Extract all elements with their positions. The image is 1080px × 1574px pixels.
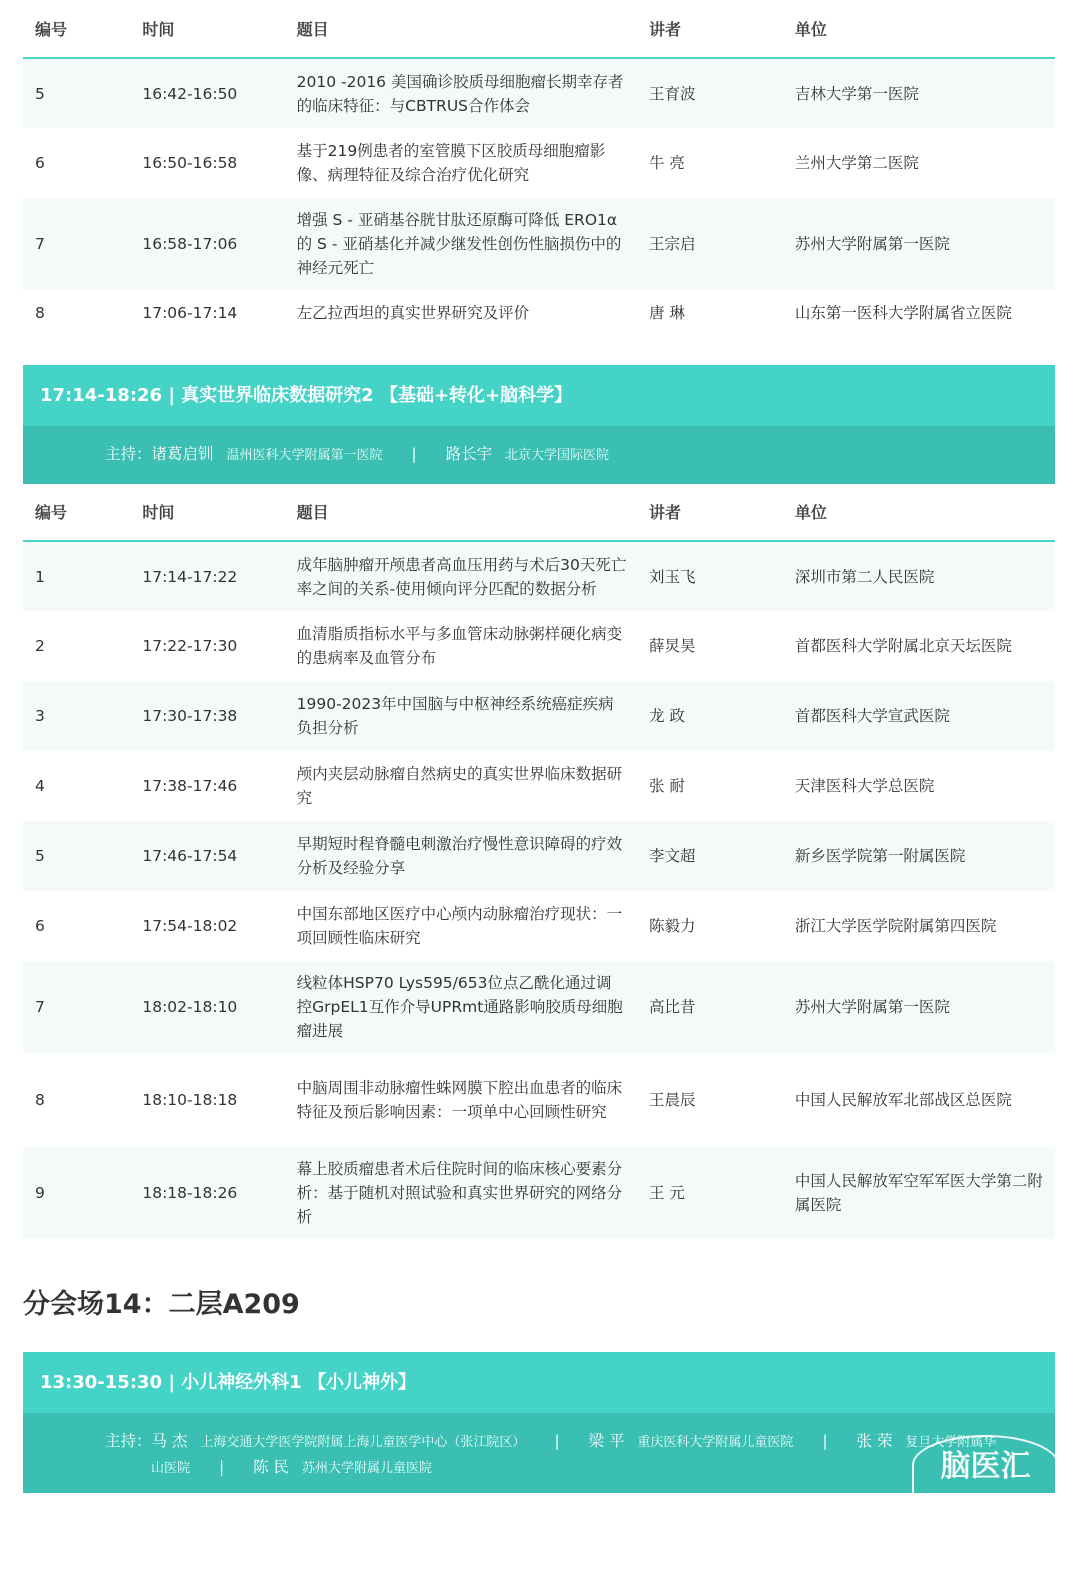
session-heading: 分会场14：二层A209: [23, 1289, 300, 1320]
row-topic: 幕上胶质瘤患者术后住院时间的临床核心要素分析：基于随机对照试验和真实世界研究的网络分析: [285, 1147, 637, 1239]
session-block-14: [23, 1352, 1055, 1493]
host-name: 马 杰: [151, 1432, 188, 1450]
row-speaker: 王 元: [637, 1147, 783, 1239]
row-number: 5: [23, 58, 130, 128]
header-unit: 单位: [783, 483, 1055, 541]
row-topic: 左乙拉西坦的真实世界研究及评价: [296, 304, 530, 322]
session-block-2: [23, 365, 1055, 484]
row-unit: 浙江大学医学院附属第四医院: [794, 917, 997, 935]
row-topic: 1990-2023年中国脑与中枢神经系统癌症疾病负担分析: [285, 681, 637, 751]
row-time: 17:22-17:30: [142, 637, 238, 655]
header-number: 编号: [23, 0, 130, 58]
table-row: [23, 541, 1055, 611]
row-topic: 早期短时程脊髓电刺激治疗慢性意识障碍的疗效分析及经验分享: [285, 821, 637, 891]
row-speaker: 李文超: [637, 821, 783, 891]
host-name: 梁 平: [588, 1432, 625, 1450]
row-number: 7: [23, 198, 130, 290]
row-number: 8: [35, 304, 45, 322]
row-time: 18:18-18:26: [130, 1147, 284, 1239]
table-row: [23, 128, 1055, 198]
host-org: 山医院: [151, 1461, 191, 1476]
table-header-row: [23, 483, 1055, 541]
row-time: 16:58-17:06: [130, 198, 284, 290]
row-unit: 中国人民解放军空军军医大学第二附属医院: [783, 1147, 1055, 1239]
session-band-title: 13:30-15:30 | 小儿神经外科1 【小儿神外】: [23, 1352, 1055, 1413]
host-name: 诸葛启钏: [151, 445, 214, 463]
table-row: [23, 751, 1055, 821]
row-unit: 苏州大学附属第一医院: [783, 961, 1055, 1053]
row-unit: 首都医科大学附属北京天坛医院: [794, 637, 1012, 655]
row-time: 17:46-17:54: [130, 821, 284, 891]
host-org: 上海交通大学医学院附属上海儿童医学中心（张江院区）: [200, 1435, 526, 1450]
row-time: 17:14-17:22: [130, 541, 284, 611]
row-speaker: 刘玉飞: [637, 541, 783, 611]
row-topic: 血清脂质指标水平与多血管床动脉粥样硬化病变的患病率及血管分布: [296, 625, 623, 667]
host-name: 张 荣: [856, 1432, 893, 1450]
table-row: [23, 1053, 1055, 1147]
row-topic: 2010 -2016 美国确诊胶质母细胞瘤长期幸存者的临床特征：与CBTRUS合作体会: [285, 58, 637, 128]
table-row: [23, 961, 1055, 1053]
host-name: 路长宇: [445, 445, 493, 463]
row-topic: 增强 S - 亚硝基谷胱甘肽还原酶可降低 ERO1α 的 S - 亚硝基化并减少继发性创伤性脑损伤中的神经元死亡: [285, 198, 637, 290]
row-speaker: 王晨辰: [648, 1091, 696, 1109]
row-time: 17:54-18:02: [142, 917, 238, 935]
row-number: 5: [23, 821, 130, 891]
row-time: 18:02-18:10: [130, 961, 284, 1053]
row-speaker: 牛 亮: [648, 154, 685, 172]
host-separator: |: [822, 1432, 828, 1450]
row-unit: 兰州大学第二医院: [794, 154, 919, 172]
row-time: 17:30-17:38: [130, 681, 284, 751]
table-header-row: [23, 0, 1055, 58]
row-number: 3: [23, 681, 130, 751]
header-topic: 题目: [285, 0, 637, 58]
host-org: 重庆医科大学附属儿童医院: [637, 1435, 794, 1450]
row-unit: 深圳市第二人民医院: [783, 541, 1055, 611]
header-time: 时间: [130, 0, 284, 58]
row-number: 6: [35, 917, 45, 935]
header-speaker: 讲者: [637, 483, 783, 541]
row-speaker: 薛炅昊: [648, 637, 696, 655]
row-unit: 首都医科大学宣武医院: [783, 681, 1055, 751]
row-number: 8: [35, 1091, 45, 1109]
session-hosts: [23, 1413, 1055, 1493]
schedule-table-2: [23, 483, 1055, 1239]
host-org: 北京大学国际医院: [505, 448, 610, 463]
row-number: 1: [23, 541, 130, 611]
row-speaker: 龙 政: [637, 681, 783, 751]
row-number: 7: [23, 961, 130, 1053]
row-time: 17:06-17:14: [142, 304, 238, 322]
row-topic: 线粒体HSP70 Lys595/653位点乙酰化通过调控GrpEL1互作介导UPRmt通路影响胶质母细胞瘤进展: [285, 961, 637, 1053]
row-time: 16:42-16:50: [130, 58, 284, 128]
host-name: 陈 民: [253, 1458, 290, 1476]
table-row: [23, 821, 1055, 891]
table-row: [23, 611, 1055, 681]
row-unit: 吉林大学第一医院: [783, 58, 1055, 128]
session-hosts: [23, 426, 1055, 484]
host-org: 复旦大学附属华: [905, 1435, 997, 1450]
row-number: 6: [35, 154, 45, 172]
table-row: [23, 290, 1055, 336]
row-number: 9: [23, 1147, 130, 1239]
row-time: 17:38-17:46: [142, 777, 238, 795]
row-speaker: 陈毅力: [648, 917, 696, 935]
header-unit: 单位: [783, 0, 1055, 58]
row-speaker: 王宗启: [637, 198, 783, 290]
host-separator: |: [554, 1432, 560, 1450]
host-org: 苏州大学附属儿童医院: [302, 1461, 433, 1476]
header-topic: 题目: [285, 483, 637, 541]
row-number: 2: [35, 637, 45, 655]
header-time: 时间: [130, 483, 284, 541]
session-band-title: 17:14-18:26 | 真实世界临床数据研究2 【基础+转化+脑科学】: [23, 365, 1055, 426]
row-number: 4: [35, 777, 45, 795]
header-number: 编号: [23, 483, 130, 541]
host-separator: |: [218, 1458, 225, 1476]
row-unit: 新乡医学院第一附属医院: [783, 821, 1055, 891]
row-topic: 成年脑肿瘤开颅患者高血压用药与术后30天死亡率之间的关系-使用倾向评分匹配的数据分析: [285, 541, 637, 611]
row-speaker: 唐 琳: [648, 304, 685, 322]
row-speaker: 张 耐: [648, 777, 685, 795]
row-speaker: 高比昔: [637, 961, 783, 1053]
row-topic: 中国东部地区医疗中心颅内动脉瘤治疗现状：一项回顾性临床研究: [296, 905, 623, 947]
table-row: [23, 58, 1055, 128]
host-separator: |: [411, 445, 417, 463]
table-row: [23, 198, 1055, 290]
row-speaker: 王育波: [637, 58, 783, 128]
host-label: 主持：: [105, 1432, 152, 1450]
row-unit: 山东第一医科大学附属省立医院: [794, 304, 1012, 322]
row-topic: 基于219例患者的室管膜下区胶质母细胞瘤影像、病理特征及综合治疗优化研究: [296, 142, 606, 184]
row-topic: 颅内夹层动脉瘤自然病史的真实世界临床数据研究: [296, 765, 623, 807]
table-row: [23, 681, 1055, 751]
table-row: [23, 1147, 1055, 1239]
table-row: [23, 891, 1055, 961]
row-time: 18:10-18:18: [142, 1091, 238, 1109]
host-label: 主持：: [105, 445, 152, 463]
row-unit: 天津医科大学总医院: [794, 777, 935, 795]
row-unit: 苏州大学附属第一医院: [783, 198, 1055, 290]
schedule-table-1: [23, 0, 1055, 336]
header-speaker: 讲者: [637, 0, 783, 58]
host-org: 温州医科大学附属第一医院: [226, 448, 383, 463]
row-unit: 中国人民解放军北部战区总医院: [794, 1091, 1012, 1109]
watermark-logo: 脑医汇: [912, 1435, 1059, 1495]
row-topic: 中脑周围非动脉瘤性蛛网膜下腔出血患者的临床特征及预后影响因素：一项单中心回顾性研究: [296, 1079, 623, 1121]
row-time: 16:50-16:58: [142, 154, 238, 172]
